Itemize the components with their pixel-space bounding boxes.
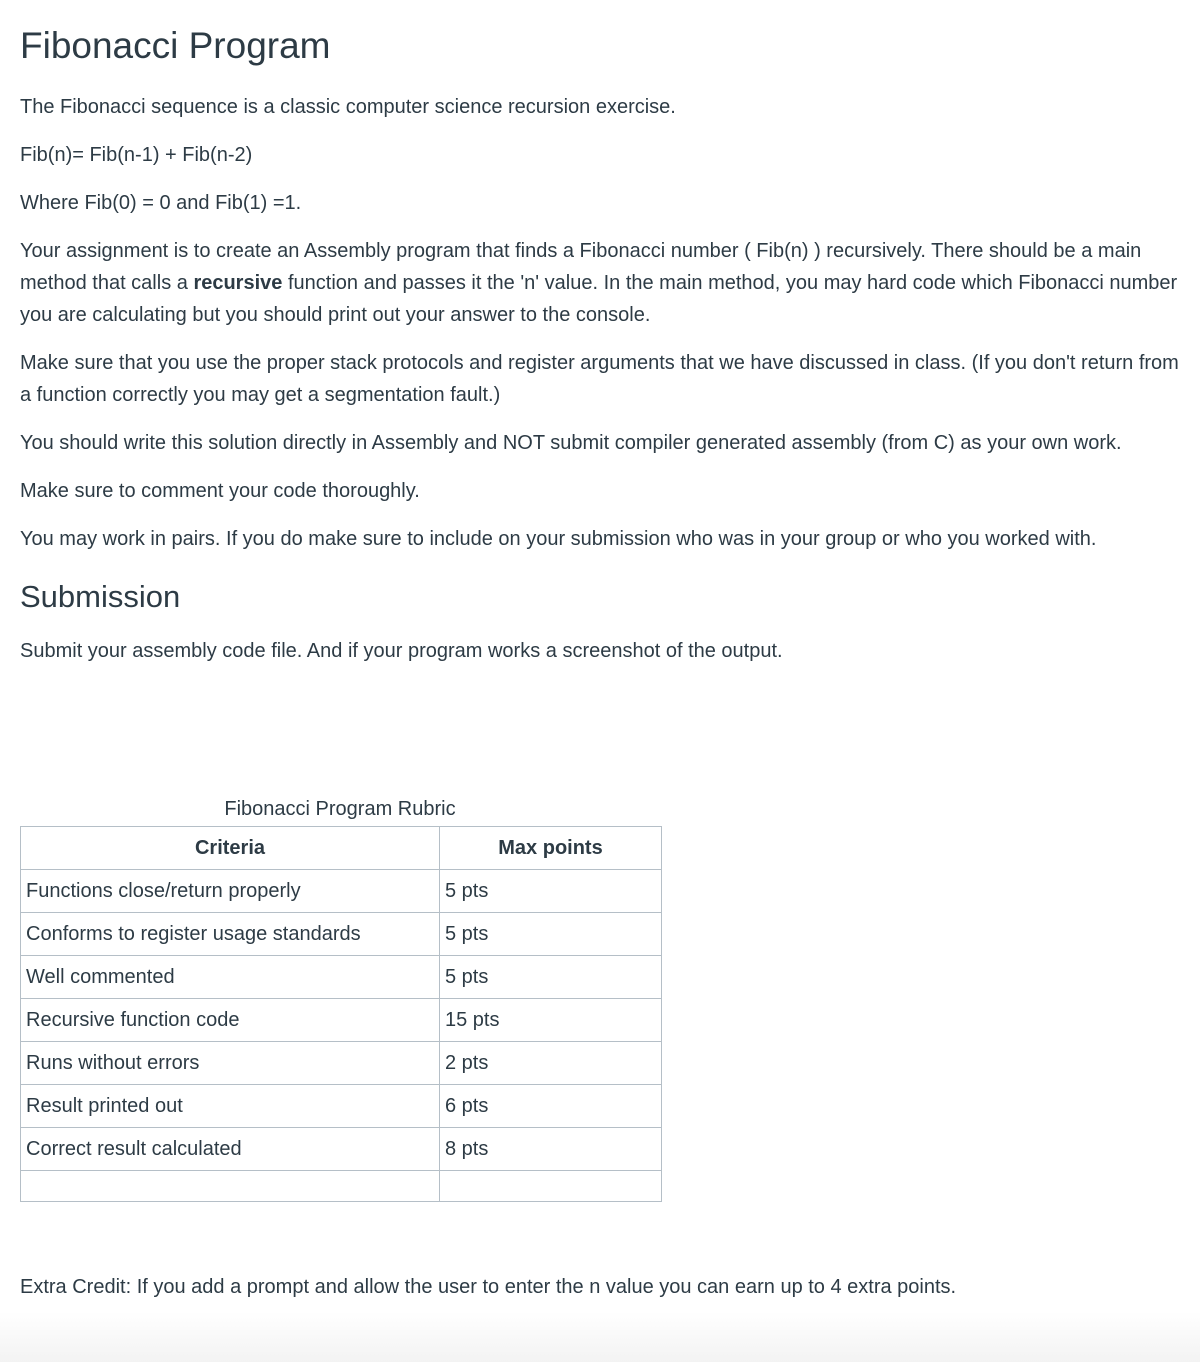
empty-cell [21, 1171, 440, 1202]
criteria-cell: Result printed out [21, 1085, 440, 1128]
rubric-header-row [21, 827, 662, 870]
criteria-header: Criteria [21, 827, 440, 870]
submission-heading: Submission [20, 579, 181, 614]
rubric-row [21, 1128, 662, 1171]
criteria-cell: Recursive function code [21, 999, 440, 1042]
own-work-paragraph: You should write this solution directly in Assembly and NOT submit compiler generated assembly (from C) as your own work. [20, 432, 1122, 454]
pairs-paragraph: You may work in pairs. If you do make sure to include on your submission who was in your group or who you worked with. [20, 528, 1097, 550]
intro-paragraph: The Fibonacci sequence is a classic computer science recursion exercise. [20, 96, 676, 118]
assignment-bold-word: recursive [193, 272, 283, 294]
rubric-row [21, 870, 662, 913]
assignment-text-end: function and passes it the 'n' value. In the main method, you may hard code which Fibonacci number you are calculating but you should print out your answer to the console. [20, 272, 1178, 326]
points-cell: 2 pts [440, 1042, 662, 1085]
criteria-cell: Runs without errors [21, 1042, 440, 1085]
assignment-content [20, 0, 1180, 667]
rubric [20, 794, 662, 1202]
page-title: Fibonacci Program [20, 25, 331, 66]
stack-protocol-paragraph: Make sure that you use the proper stack protocols and register arguments that we have discussed in class. (If you don't return from a function correctly you may get a segmentation fault.) [20, 352, 1179, 406]
rubric-row [21, 1042, 662, 1085]
points-cell: 5 pts [440, 913, 662, 956]
points-cell: 5 pts [440, 956, 662, 999]
points-cell: 8 pts [440, 1128, 662, 1171]
criteria-cell: Functions close/return properly [21, 870, 440, 913]
points-cell: 6 pts [440, 1085, 662, 1128]
base-cases-paragraph: Where Fib(0) = 0 and Fib(1) =1. [20, 192, 302, 214]
assignment-text-start: Your assignment is to create an Assembly program that finds a Fibonacci number ( Fib(n) ) recursively. There should be a main method that calls a [20, 240, 1142, 294]
assignment-paragraph [20, 235, 1180, 331]
rubric-row [21, 999, 662, 1042]
rubric-caption: Fibonacci Program Rubric [224, 798, 456, 820]
rubric-table [20, 826, 662, 1202]
comment-paragraph: Make sure to comment your code thoroughly. [20, 480, 420, 502]
max-points-header: Max points [440, 827, 662, 870]
criteria-cell: Correct result calculated [21, 1128, 440, 1171]
rubric-row [21, 913, 662, 956]
bottom-fade [0, 1312, 1200, 1362]
points-cell: 15 pts [440, 999, 662, 1042]
rubric-row [21, 1085, 662, 1128]
extra-credit-paragraph: Extra Credit: If you add a prompt and allow the user to enter the n value you can earn up to 4 extra points. [20, 1276, 957, 1298]
rubric-row [21, 956, 662, 999]
rubric-empty-row [21, 1171, 662, 1202]
empty-cell [440, 1171, 662, 1202]
formula-paragraph: Fib(n)= Fib(n-1) + Fib(n-2) [20, 144, 253, 166]
criteria-cell: Conforms to register usage standards [21, 913, 440, 956]
submission-paragraph: Submit your assembly code file. And if your program works a screenshot of the output. [20, 640, 783, 662]
points-cell: 5 pts [440, 870, 662, 913]
criteria-cell: Well commented [21, 956, 440, 999]
